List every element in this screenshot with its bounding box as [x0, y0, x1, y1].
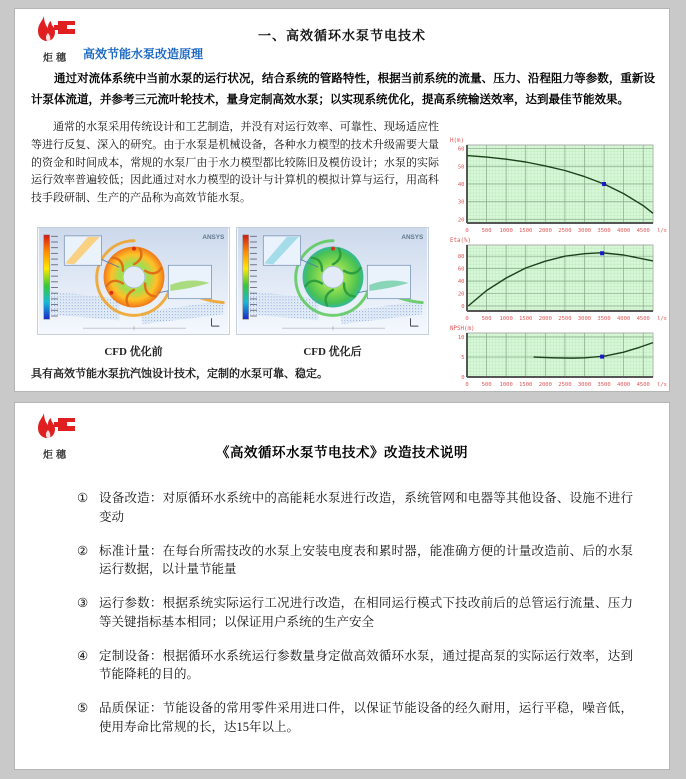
efficiency-flow-chart	[449, 235, 669, 323]
svg-text:2000: 2000	[538, 382, 552, 388]
head-flow-chart	[449, 135, 669, 235]
svg-text:H(m): H(m)	[450, 138, 464, 144]
npsh-flow-chart	[449, 323, 669, 389]
svg-text:1000: 1000	[499, 228, 513, 234]
svg-text:NPSH(m): NPSH(m)	[450, 326, 475, 332]
svg-text:60: 60	[457, 146, 465, 153]
svg-text:3000: 3000	[577, 228, 592, 234]
svg-text:80: 80	[457, 254, 465, 261]
cfd-figure-after	[236, 227, 429, 359]
svg-text:0: 0	[465, 228, 469, 234]
item-number: ③	[77, 596, 89, 610]
svg-text:l/s: l/s	[657, 382, 667, 388]
svg-text:2500: 2500	[558, 382, 572, 388]
item-number: ①	[77, 491, 89, 505]
svg-text:20: 20	[457, 291, 465, 298]
flame-logo-icon	[34, 411, 78, 441]
slide1-note: 具有高效节能水泵抗汽蚀设计技术，定制的水泵可靠、稳定。	[31, 368, 328, 380]
svg-text:4500: 4500	[636, 382, 650, 388]
svg-text:ANSYS: ANSYS	[401, 233, 424, 241]
svg-text:5: 5	[461, 355, 465, 361]
svg-text:40: 40	[457, 279, 465, 286]
svg-text:1000: 1000	[499, 316, 513, 322]
retrofit-items-list	[77, 489, 633, 737]
slide2-title: 《高效循环水泵节电技术》改造技术说明	[216, 445, 468, 460]
logo-text: 炬穗	[43, 450, 69, 461]
svg-text:0: 0	[461, 375, 465, 381]
slide-pump-principle	[14, 8, 670, 392]
svg-text:3500: 3500	[597, 382, 611, 388]
svg-text:3500: 3500	[597, 316, 611, 322]
slide1-subtitle: 高效节能水泵改造原理	[83, 47, 204, 61]
slide-retrofit-notes	[14, 402, 670, 770]
slide1-body-paragraph: 通常的水泵采用传统设计和工艺制造，并没有对运行效率、可靠性、现场适应性等进行反复、深入的研究。由于水泵是机械设备，各种水力模型的技术升级需要大量的资金和时间成本，常规的水泵厂由于水力模型都比较陈旧及模仿设计；水泵的实际运行效率普遍较低；因此通过对水力模型的设计与计算机的模拟计算与运行，用高科技手段研制、生产的产品称为高效节能水泵。	[31, 121, 439, 205]
slide1-title: 一、高效循环水泵节电技术	[257, 28, 426, 43]
cfd-figure-before	[37, 227, 230, 359]
svg-text:2000: 2000	[538, 228, 552, 234]
svg-text:1500: 1500	[519, 316, 533, 322]
svg-text:10: 10	[457, 335, 465, 341]
svg-text:500: 500	[481, 382, 492, 388]
cfd-image-before	[37, 227, 230, 335]
svg-text:3500: 3500	[597, 228, 611, 234]
svg-text:Eta(%): Eta(%)	[450, 238, 471, 244]
svg-text:50: 50	[457, 164, 465, 171]
svg-text:l/s: l/s	[657, 316, 667, 322]
svg-text:500: 500	[481, 228, 492, 234]
list-item	[77, 542, 633, 580]
item-number: ⑤	[77, 701, 89, 715]
svg-text:2000: 2000	[538, 316, 552, 322]
slide1-intro-paragraph: 通过对流体系统中当前水泵的运行状况，结合系统的管路特性，根据当前系统的流量、压力、沿程阻力等参数，重新设计泵体流道，并参考三元流叶轮技术，量身定制高效水泵；以实现系统优化，提高系统输送效率，达到最佳节能效果。	[31, 73, 655, 106]
list-item	[77, 647, 633, 685]
svg-text:30: 30	[457, 199, 465, 206]
item-text: 定制设备：根据循环水系统运行参数量身定做高效循环水泵，通过提高泵的实际运行效率，达到节能降耗的目的。	[99, 648, 633, 682]
svg-text:40: 40	[457, 182, 465, 188]
svg-text:ANSYS: ANSYS	[202, 233, 225, 241]
svg-text:500: 500	[481, 316, 492, 322]
list-item	[77, 594, 633, 632]
figure-caption: CFD 优化后	[303, 346, 362, 358]
list-item	[77, 489, 633, 527]
svg-text:2500: 2500	[558, 228, 572, 234]
svg-text:4000: 4000	[617, 382, 631, 388]
item-text: 运行参数：根据系统实际运行工况进行改造，在相同运行模式下技改前后的总管运行流量、压力等关键指标基本相同；以保证用户系统的生产安全	[99, 596, 633, 629]
list-item	[77, 699, 633, 737]
svg-text:4000: 4000	[617, 228, 631, 234]
svg-text:1000: 1000	[499, 382, 513, 388]
svg-text:60: 60	[457, 266, 465, 273]
svg-text:4500: 4500	[636, 228, 650, 234]
pump-curves-column	[449, 135, 669, 389]
svg-text:4000: 4000	[617, 316, 631, 322]
item-text: 设备改造：对原循环水系统中的高能耗水泵进行改造，系统管网和电器等其他设备、设施不进行变动	[99, 491, 633, 524]
item-text: 标准计量：在每台所需技改的水泵上安装电度表和累时器，能准确方便的计量改造前、后的水泵运行数据，以计量节能量	[99, 543, 633, 577]
svg-text:l/s: l/s	[657, 228, 667, 234]
svg-text:20: 20	[457, 217, 465, 224]
svg-text:2500: 2500	[558, 316, 572, 322]
item-number: ④	[77, 648, 89, 663]
svg-text:0: 0	[465, 316, 469, 322]
svg-text:0: 0	[461, 304, 465, 311]
logo-text: 炬穗	[43, 53, 69, 64]
svg-text:4500: 4500	[636, 316, 650, 322]
item-number: ②	[77, 543, 89, 558]
svg-text:3000: 3000	[577, 316, 592, 322]
figure-caption: CFD 优化前	[104, 346, 163, 358]
cfd-figures-row	[37, 227, 429, 359]
svg-text:0: 0	[465, 382, 469, 388]
cfd-image-after	[236, 227, 429, 335]
svg-text:1500: 1500	[519, 228, 533, 234]
svg-text:3000: 3000	[577, 382, 592, 388]
item-text: 品质保证：节能设备的常用零件采用进口件，以保证节能设备的经久耐用，运行平稳，噪音低，使用寿命比常规的长，达15年以上。	[99, 701, 633, 734]
svg-text:1500: 1500	[519, 382, 533, 388]
